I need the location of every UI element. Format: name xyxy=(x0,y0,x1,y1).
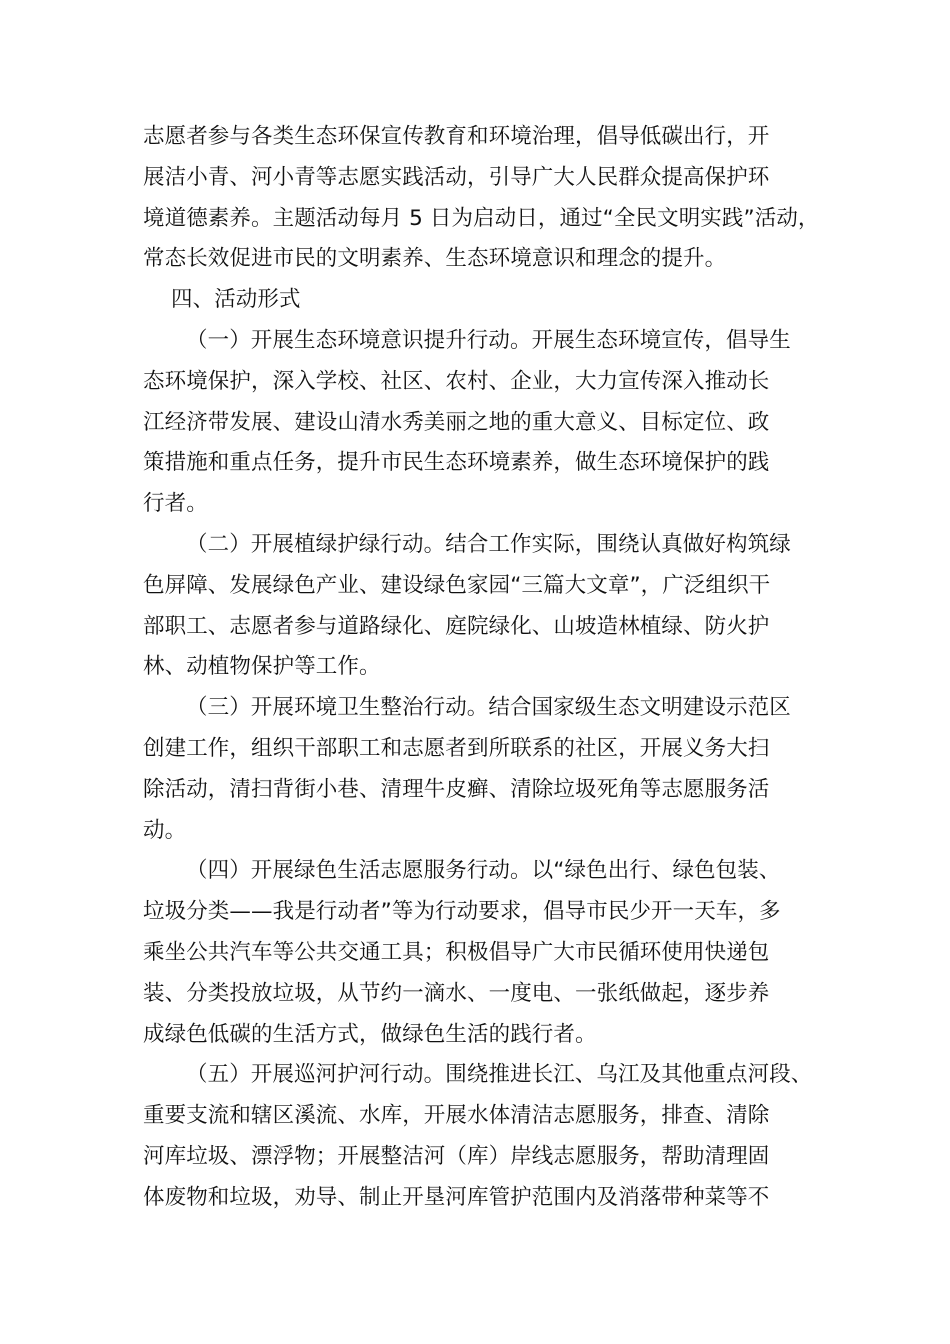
section-heading xyxy=(143,280,815,321)
text-line: 江经济带发展、建设山清水秀美丽之地的重大意义、目标定位、政 xyxy=(143,409,770,435)
text-line: 装、分类投放垃圾，从节约一滴水、一度电、一张纸做起，逐步养 xyxy=(143,980,770,1006)
text-line: 林、动植物保护等工作。 xyxy=(143,654,381,680)
text-line: 除活动，清扫背街小巷、清理牛皮癣、清除垃圾死角等志愿服务活 xyxy=(143,776,770,802)
text-line: 创建工作，组织干部职工和志愿者到所联系的社区，开展义务大扫 xyxy=(143,735,770,761)
text-line: 行者。 xyxy=(143,491,208,517)
text-line: 成绿色低碳的生活方式，做绿色生活的践行者。 xyxy=(143,1021,597,1047)
item-4-paragraph xyxy=(143,851,815,1055)
text-line: 体废物和垃圾，劝导、制止开垦河库管护范围内及消落带种菜等不 xyxy=(143,1184,770,1210)
text-line: 志愿者参与各类生态环保宣传教育和环境治理，倡导低碳出行，开 xyxy=(143,124,770,149)
item-2-paragraph xyxy=(143,525,815,688)
text-line: 态环境保护，深入学校、社区、农村、企业，大力宣传深入推动长 xyxy=(143,368,770,394)
item-1-paragraph xyxy=(143,321,815,525)
text-line: 动。 xyxy=(143,817,187,843)
text-line: 乘坐公共汽车等公共交通工具；积极倡导广大市民循环使用快递包 xyxy=(143,939,770,965)
text-line: 河库垃圾、漂浮物；开展整洁河（库）岸线志愿服务，帮助清理固 xyxy=(143,1143,770,1169)
text-line: 境道德素养。主题活动每月 5 日为启动日，通过“全民文明实践”活动， xyxy=(143,205,820,231)
text-line: （二）开展植绿护绿行动。结合工作实际，围绕认真做好构筑绿 xyxy=(186,531,791,557)
text-line: （三）开展环境卫生整治行动。结合国家级生态文明建设示范区 xyxy=(186,695,791,721)
intro-paragraph xyxy=(143,117,820,280)
text-line: 展洁小青、河小青等志愿实践活动，引导广大人民群众提高保护环 xyxy=(143,164,770,190)
text-line: 部职工、志愿者参与道路绿化、庭院绿化、山坡造林植绿、防火护 xyxy=(143,613,770,639)
text-line: 常态长效促进市民的文明素养、生态环境意识和理念的提升。 xyxy=(143,246,727,272)
document-page xyxy=(143,117,820,1219)
text-line: 重要支流和辖区溪流、水库，开展水体清洁志愿服务，排查、清除 xyxy=(143,1103,770,1129)
item-3-paragraph xyxy=(143,688,815,851)
heading-text: 四、活动形式 xyxy=(171,287,301,313)
item-5-paragraph xyxy=(143,1055,815,1218)
text-line: 策措施和重点任务，提升市民生态环境素养，做生态环境保护的践 xyxy=(143,450,770,476)
text-line: （五）开展巡河护河行动。围绕推进长江、乌江及其他重点河段、 xyxy=(186,1062,813,1088)
text-line: 垃圾分类——我是行动者”等为行动要求，倡导市民少开一天车，多 xyxy=(143,899,781,925)
text-line: （一）开展生态环境意识提升行动。开展生态环境宣传，倡导生 xyxy=(186,327,791,353)
text-line: （四）开展绿色生活志愿服务行动。以“绿色出行、绿色包装、 xyxy=(186,858,781,884)
text-line: 色屏障、发展绿色产业、建设绿色家园“三篇大文章”，广泛组织干 xyxy=(143,572,771,598)
